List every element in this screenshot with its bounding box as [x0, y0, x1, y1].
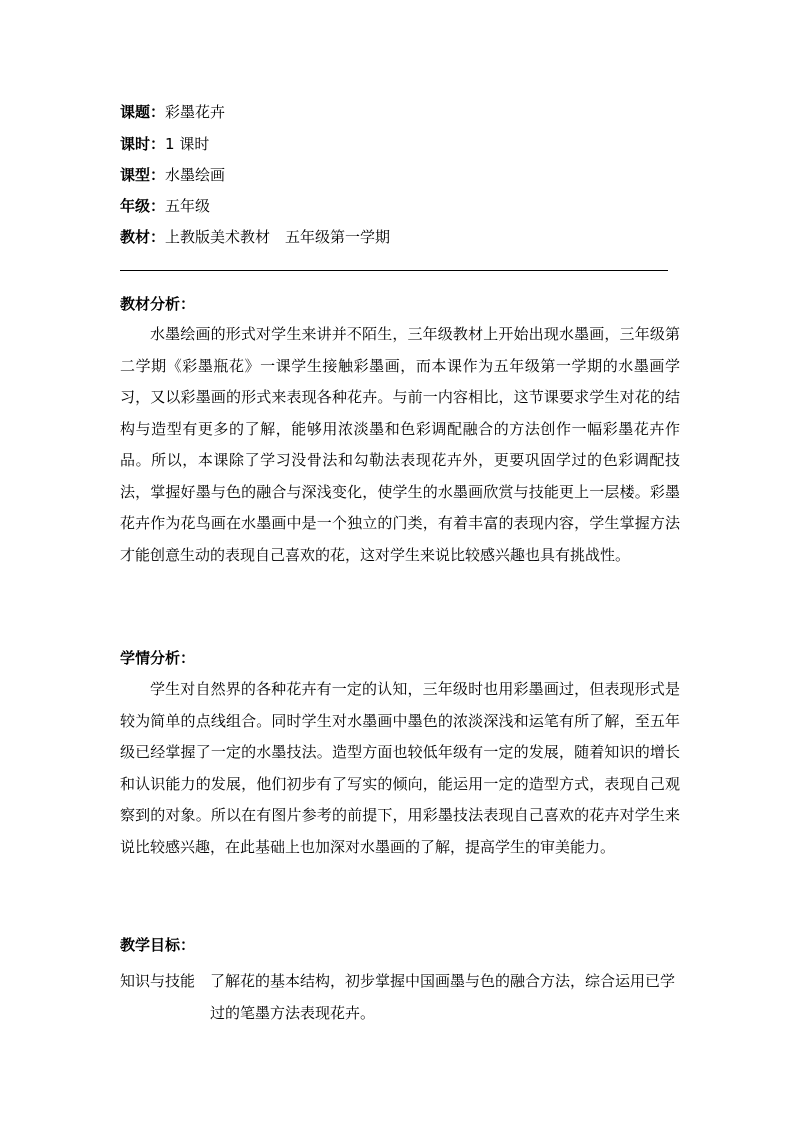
- meta-grade-value: 五年级: [165, 197, 211, 215]
- meta-type-label: 课型: [120, 166, 151, 184]
- meta-textbook-label: 教材: [120, 228, 151, 246]
- meta-period-sep: ：: [150, 135, 166, 153]
- meta-topic-sep: ：: [150, 103, 166, 121]
- meta-type-value: 水墨绘画: [165, 166, 226, 184]
- goal-item-text: 了解花的基本结构，初步掌握中国画墨与色的融合方法，综合运用已学过的笔墨方法表现花卉。: [210, 972, 676, 1022]
- meta-type: [120, 165, 225, 185]
- meta-textbook-sep: ：: [150, 228, 166, 246]
- goals-heading: 教学目标：: [120, 936, 196, 954]
- header-divider: [120, 270, 668, 271]
- meta-topic: [120, 102, 225, 122]
- meta-type-sep: ：: [150, 166, 166, 184]
- meta-period-label: 课时: [120, 135, 151, 153]
- students-body: 学生对自然界的各种花卉有一定的认知，三年级时也用彩墨画过，但表现形式是较为简单的点线组合。同时学生对水墨画中墨色的浓淡深浅和运笔有所了解，至五年级已经掌握了一定的水墨技法。造型方面也较低年级有一定的发展，随着知识的增长和认识能力的发展，他们初步有了写实的倾向，能运用一定的造型方式，表现自己观察到的对象。所以在有图片参考的前提下，用彩墨技法表现自己喜欢的花卉对学生来说比较感兴趣，在此基础上也加深对水墨画的了解，提高学生的审美能力。: [120, 680, 680, 856]
- meta-grade-label: 年级: [120, 197, 151, 215]
- meta-grade-sep: ：: [150, 197, 166, 215]
- meta-textbook-value: 上教版美术教材 五年级第一学期: [165, 228, 391, 246]
- meta-grade: [120, 196, 210, 216]
- meta-textbook: [120, 227, 390, 247]
- meta-topic-value: 彩墨花卉: [165, 103, 226, 121]
- meta-period-value: 1 课时: [165, 135, 210, 153]
- goal-item-label: 知识与技能: [120, 972, 196, 990]
- students-heading: 学情分析：: [120, 649, 196, 667]
- materials-body: 水墨绘画的形式对学生来讲并不陌生，三年级教材上开始出现水墨画，三年级第二学期《彩墨瓶花》一课学生接触彩墨画，而本课作为五年级第一学期的水墨画学习，又以彩墨画的形式来表现各种花卉。与前一内容相比，这节课要求学生对花的结构与造型有更多的了解，能够用浓淡墨和色彩调配融合的方法创作一幅彩墨花卉作品。所以，本课除了学习没骨法和勾勒法表现花卉外，更要巩固学过的色彩调配技法，掌握好墨与色的融合与深浅变化，使学生的水墨画欣赏与技能更上一层楼。彩墨花卉作为花鸟画在水墨画中是一个独立的门类，有着丰富的表现内容，学生掌握方法才能创意生动的表现自己喜欢的花，这对学生来说比较感兴趣也具有挑战性。: [120, 325, 680, 564]
- meta-period: [120, 134, 209, 154]
- materials-heading: 教材分析：: [120, 295, 196, 313]
- meta-topic-label: 课题: [120, 103, 151, 121]
